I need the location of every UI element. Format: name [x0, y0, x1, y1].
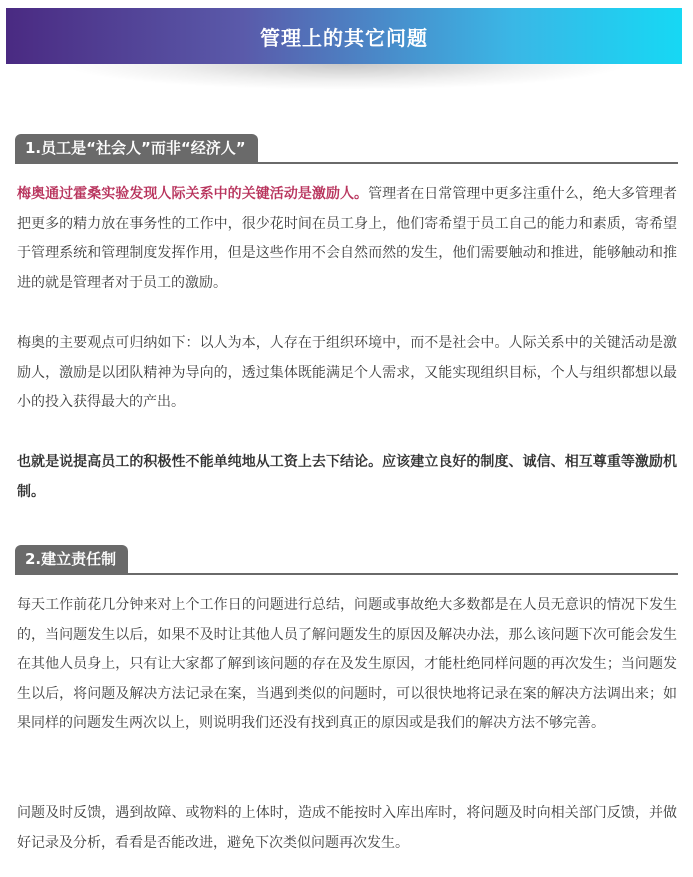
- section-header-1: [15, 134, 678, 164]
- page-title: 管理上的其它问题: [260, 25, 428, 50]
- paragraph: [17, 591, 677, 739]
- section-heading: 1.员工是“社会人”而非“经济人”: [15, 134, 258, 162]
- bold-paragraph: [17, 448, 677, 507]
- paragraph: [17, 329, 677, 418]
- paragraph: [17, 180, 677, 298]
- title-banner: [6, 8, 682, 64]
- highlight-text: 梅奥通过霍桑实验发现人际关系中的关键活动是激励人。: [17, 186, 369, 202]
- paragraph-text: 也就是说提高员工的积极性不能单纯地从工资上去下结论。应该建立良好的制度、诚信、相互尊重等激励机制。: [17, 454, 677, 500]
- section-heading: 2.建立责任制: [15, 545, 128, 573]
- paragraph-text: 问题及时反馈，遇到故障、或物料的上体时，造成不能按时入库出库时，将问题及时向相关部门反馈，并做好记录及分析，看看是否能改进，避免下次类似问题再次发生。: [17, 805, 677, 851]
- section-header-2: [15, 545, 678, 575]
- paragraph-text: 每天工作前花几分钟来对上个工作日的问题进行总结，问题或事故绝大多数都是在人员无意识的情况下发生的，当问题发生以后，如果不及时让其他人员了解问题发生的原因及解决办法，那么该问题下次可能会发生在其他人员身上，只有让大家都了解到该问题的存在及发生原因，才能杜绝同样问题的再次发生；当问题发生以后，将问题及解决方法记录在案，当遇到类似的问题时，可以很快地将记录在案的解决方法调出来；如果同样的问题发生两次以上，则说明我们还没有找到真正的原因或是我们的解决方法不够完善。: [17, 597, 677, 731]
- paragraph-text: 管理者在日常管理中更多注重什么，绝大多管理者把更多的精力放在事务性的工作中，很少花时间在员工身上，他们寄希望于员工自己的能力和素质，寄希望于管理系统和管理制度发挥作用，但是这些作用不会自然而然的发生，他们需要触动和推进，能够触动和推进的就是管理者对于员工的激励。: [17, 186, 678, 291]
- paragraph: [17, 799, 677, 858]
- paragraph-text: 梅奥的主要观点可归纳如下：以人为本，人存在于组织环境中，而不是社会中。人际关系中的关键活动是激励人，激励是以团队精神为导向的，透过集体既能满足个人需求，又能实现组织目标，个人与组织都想以最小的投入获得最大的产出。: [17, 335, 677, 410]
- banner-shadow: [60, 64, 630, 90]
